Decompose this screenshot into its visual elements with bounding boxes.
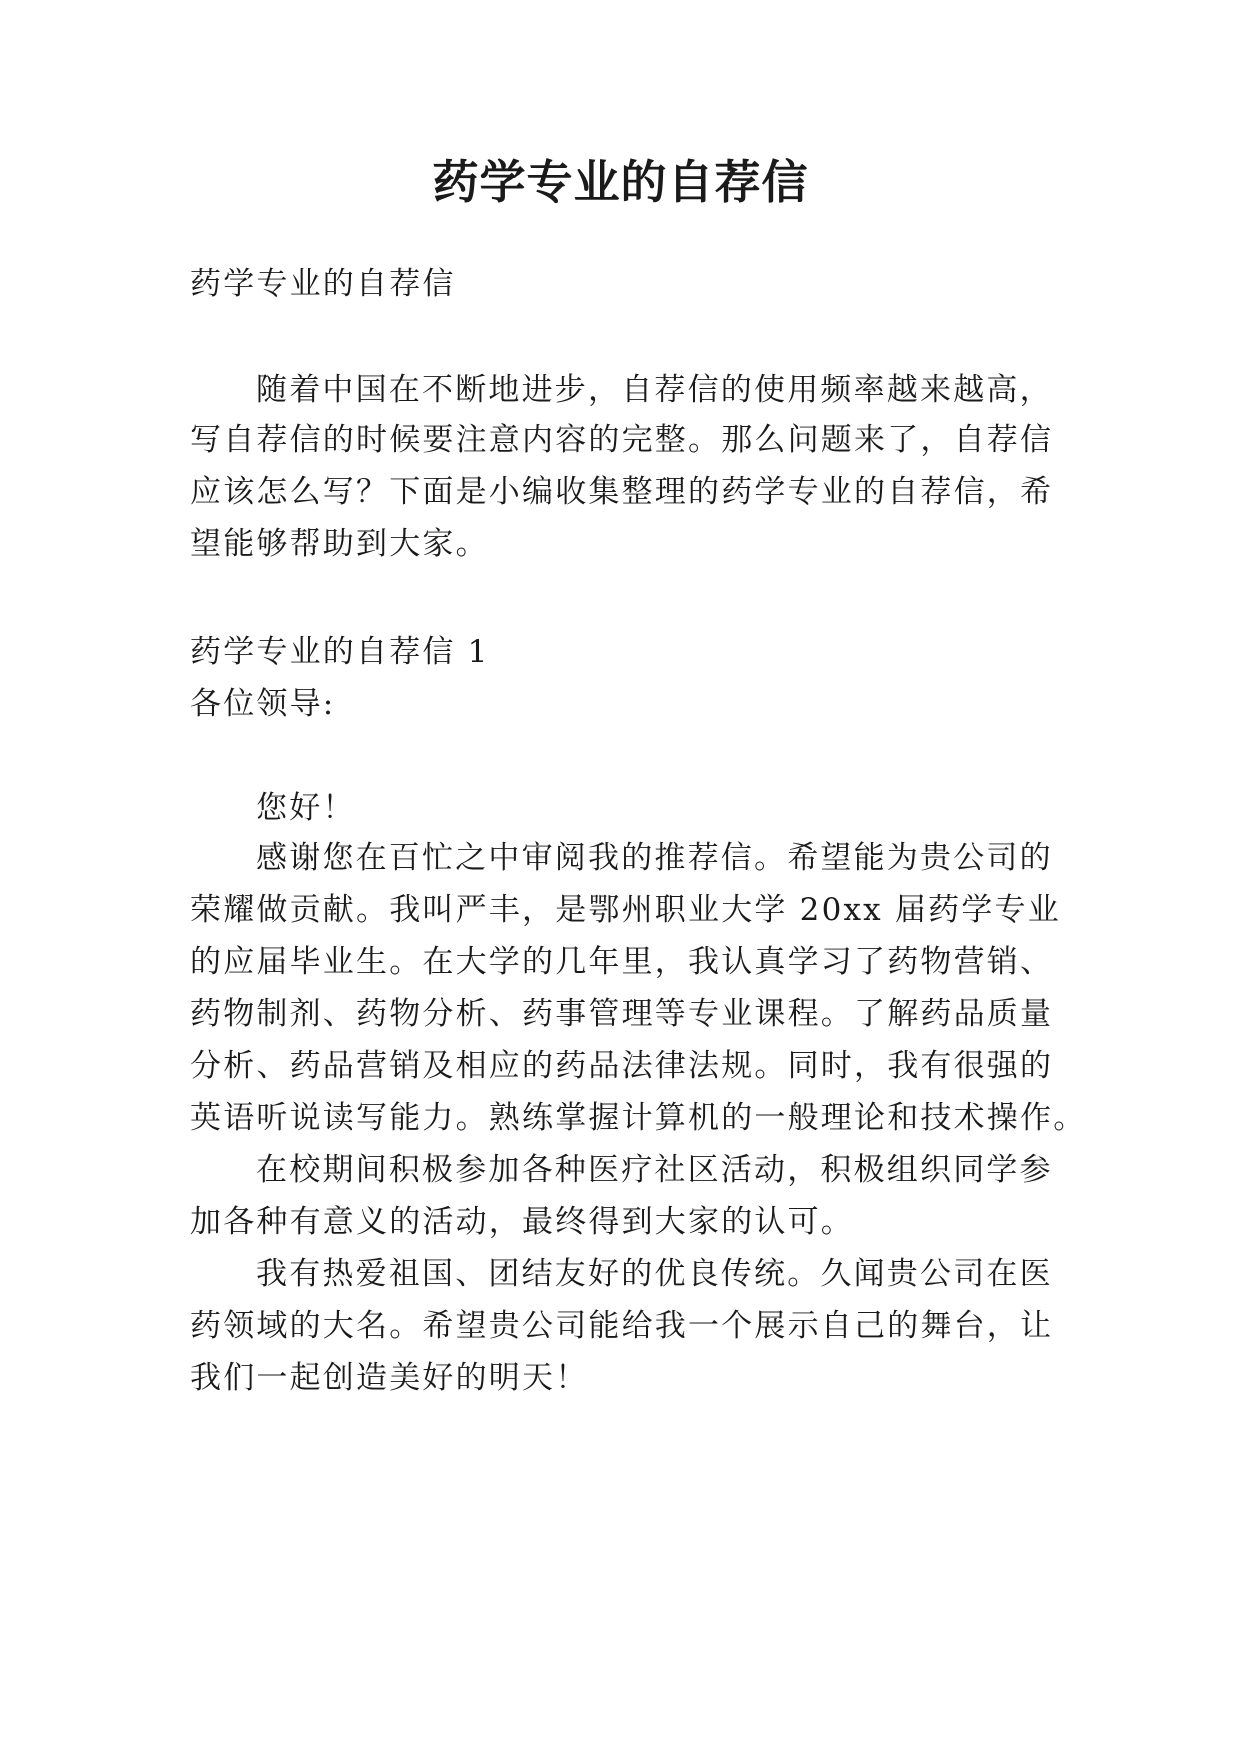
- paragraph-line: 药物制剂、药物分析、药事管理等专业课程。了解药品质量: [190, 996, 1054, 1032]
- section-heading: 药学专业的自荐信 1: [190, 634, 490, 670]
- intro-line: 随着中国在不断地进步，自荐信的使用频率越来越高，: [256, 372, 1053, 408]
- intro-line: 应该怎么写？下面是小编收集整理的药学专业的自荐信，希: [190, 474, 1054, 510]
- document-title: 药学专业的自荐信: [432, 155, 809, 209]
- paragraph-line: 英语听说读写能力。熟练掌握计算机的一般理论和技术操作。: [190, 1100, 1087, 1136]
- intro-line: 望能够帮助到大家。: [190, 526, 489, 562]
- paragraph-line: 药领域的大名。希望贵公司能给我一个展示自己的舞台，让: [190, 1308, 1054, 1344]
- document-subtitle: 药学专业的自荐信: [190, 266, 456, 302]
- paragraph-line: 在校期间积极参加各种医疗社区活动，积极组织同学参: [256, 1152, 1053, 1188]
- paragraph-line: 感谢您在百忙之中审阅我的推荐信。希望能为贵公司的: [256, 840, 1053, 876]
- intro-line: 写自荐信的时候要注意内容的完整。那么问题来了，自荐信: [190, 422, 1054, 458]
- greeting: 您好！: [256, 790, 356, 826]
- paragraph-line: 加各种有意义的活动，最终得到大家的认可。: [190, 1204, 854, 1240]
- paragraph-line: 荣耀做贡献。我叫严丰，是鄂州职业大学 20xx 届药学专业: [190, 892, 1061, 928]
- salutation: 各位领导:: [190, 686, 336, 722]
- paragraph-line: 我们一起创造美好的明天！: [190, 1360, 589, 1396]
- paragraph-line: 的应届毕业生。在大学的几年里，我认真学习了药物营销、: [190, 944, 1054, 980]
- paragraph-line: 我有热爱祖国、团结友好的优良传统。久闻贵公司在医: [256, 1256, 1053, 1292]
- paragraph-line: 分析、药品营销及相应的药品法律法规。同时，我有很强的: [190, 1048, 1054, 1084]
